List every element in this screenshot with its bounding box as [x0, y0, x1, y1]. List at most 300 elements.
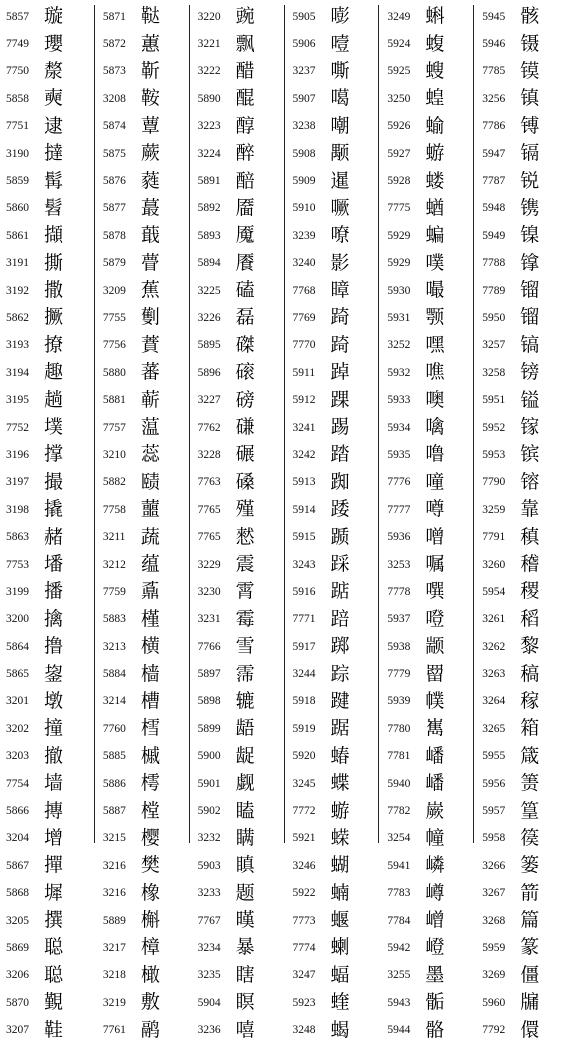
entry-character: 蕴 [140, 553, 160, 575]
entry-code: 3191 [6, 257, 29, 270]
entry-code: 3212 [102, 558, 126, 571]
index-entry [293, 30, 379, 57]
entry-character: 嶡 [425, 799, 445, 822]
entry-character: 暹 [330, 169, 350, 192]
entry-character: 嘶 [330, 59, 350, 82]
entry-code: 3203 [6, 750, 29, 763]
entry-character: 瞒 [235, 826, 255, 849]
index-column [285, 3, 379, 1044]
entry-code: 3250 [387, 92, 411, 105]
index-entry [198, 3, 284, 30]
entry-character: 磊 [235, 306, 255, 329]
index-entry [293, 359, 379, 386]
entry-character: 撕 [44, 251, 64, 274]
entry-code: 3222 [197, 65, 221, 78]
entry-code: 3244 [292, 668, 316, 681]
entry-character: 镏 [520, 306, 540, 329]
index-entry [387, 962, 473, 989]
entry-code: 3192 [6, 284, 29, 297]
index-entry [293, 551, 379, 578]
entry-character: 擷 [44, 224, 64, 247]
index-entry [387, 880, 473, 907]
entry-code: 5945 [482, 10, 506, 23]
entry-code: 5865 [6, 668, 29, 681]
entry-code: 3234 [197, 941, 221, 954]
index-entry [293, 140, 379, 167]
entry-character: 墣 [44, 416, 64, 439]
entry-character: 赜 [140, 470, 160, 493]
entry-code: 5951 [482, 394, 506, 407]
index-entry [6, 852, 94, 879]
entry-character: 蕺 [140, 224, 160, 247]
entry-character: 黎 [520, 635, 540, 658]
index-entry [482, 989, 568, 1016]
entry-code: 5944 [387, 1024, 411, 1037]
entry-code: 5893 [197, 229, 221, 242]
entry-code: 3257 [482, 339, 506, 352]
entry-code: 7779 [387, 668, 411, 681]
entry-character: 餍 [235, 251, 255, 274]
entry-character: 逮 [44, 114, 64, 137]
entry-character: 樟 [140, 936, 160, 959]
entry-character: 撤 [44, 744, 64, 767]
index-entry [293, 85, 379, 112]
entry-character: 螋 [425, 59, 445, 82]
entry-code: 5862 [6, 311, 29, 324]
index-entry [6, 825, 94, 852]
index-entry [293, 113, 379, 140]
entry-character: 蝾 [330, 826, 350, 849]
entry-code: 3229 [197, 558, 221, 571]
index-entry [293, 469, 379, 496]
entry-code: 3213 [102, 640, 126, 653]
entry-character: 墩 [44, 689, 64, 712]
index-entry [387, 58, 473, 85]
entry-code: 5900 [197, 750, 221, 763]
entry-code: 3264 [482, 695, 506, 708]
entry-code: 5907 [292, 92, 316, 105]
index-entry [293, 250, 379, 277]
index-entry [6, 715, 94, 742]
entry-code: 5909 [292, 175, 316, 188]
entry-character: 镕 [520, 470, 540, 493]
entry-code: 5953 [482, 448, 506, 461]
index-entry [482, 880, 568, 907]
entry-character: 踯 [330, 635, 350, 658]
index-entry [387, 934, 473, 961]
entry-code: 7774 [292, 941, 316, 954]
entry-character: 踺 [330, 689, 350, 712]
entry-character: 镆 [520, 59, 540, 82]
entry-character: 噜 [425, 443, 445, 466]
entry-code: 7785 [482, 65, 506, 78]
entry-character: 镇 [520, 87, 540, 110]
entry-code: 7749 [6, 38, 29, 51]
entry-character: 撬 [44, 498, 64, 521]
entry-code: 7780 [387, 722, 411, 735]
entry-code: 5886 [102, 777, 126, 790]
entry-code: 3249 [387, 10, 411, 23]
index-entry [387, 660, 473, 687]
entry-code: 3268 [482, 914, 506, 927]
entry-character: 噌 [425, 525, 445, 548]
entry-code: 5922 [292, 887, 316, 900]
entry-code: 5905 [292, 10, 316, 23]
entry-code: 5916 [292, 585, 316, 598]
entry-character: 蝎 [330, 1018, 350, 1041]
entry-code: 7772 [292, 805, 316, 818]
entry-code: 5877 [102, 202, 126, 215]
entry-character: 蝽 [330, 744, 350, 767]
entry-code: 3269 [482, 969, 506, 982]
index-entry [6, 386, 94, 413]
index-entry [482, 1016, 568, 1043]
entry-character: 镏 [520, 279, 540, 302]
entry-character: 踟 [330, 470, 350, 493]
entry-code: 5915 [292, 531, 316, 544]
index-entry [387, 250, 473, 277]
entry-character: 镌 [520, 196, 540, 219]
index-entry [482, 30, 568, 57]
index-entry [103, 277, 189, 304]
entry-code: 5908 [292, 147, 316, 160]
entry-code: 5957 [482, 805, 506, 818]
entry-character: 噇 [425, 470, 445, 493]
entry-code: 3267 [482, 887, 506, 900]
index-entry [6, 606, 94, 633]
entry-character: 嶲 [425, 717, 445, 740]
entry-code: 3220 [197, 10, 221, 23]
entry-character: 蝠 [330, 963, 350, 986]
entry-code: 7761 [102, 1024, 126, 1037]
entry-code: 5952 [482, 421, 506, 434]
entry-character: 樊 [140, 854, 160, 877]
index-entry [482, 222, 568, 249]
entry-character: 蝣 [425, 142, 445, 165]
index-entry [482, 359, 568, 386]
entry-character: 蝓 [425, 114, 445, 137]
index-entry [482, 195, 568, 222]
entry-character: 樰 [140, 717, 160, 740]
entry-code: 5901 [197, 777, 221, 790]
entry-character: 噗 [425, 251, 445, 274]
entry-character: 靥 [235, 196, 255, 219]
entry-character: 橡 [140, 881, 160, 904]
entry-code: 5924 [387, 38, 411, 51]
entry-code: 7781 [387, 750, 411, 763]
index-entry [198, 332, 284, 359]
entry-character: 镑 [520, 361, 540, 384]
entry-character: 僵 [520, 963, 540, 986]
index-entry [293, 3, 379, 30]
entry-character: 篁 [520, 799, 540, 822]
entry-code: 3238 [292, 120, 316, 133]
index-entry [198, 359, 284, 386]
entry-code: 7751 [6, 120, 29, 133]
entry-code: 5917 [292, 640, 316, 653]
entry-character: 霄 [235, 580, 255, 603]
index-entry [198, 578, 284, 605]
entry-code: 5918 [292, 695, 316, 708]
entry-code: 7759 [102, 585, 126, 598]
entry-character: 嘹 [330, 224, 350, 247]
entry-character: 觑 [235, 772, 255, 795]
index-entry [198, 989, 284, 1016]
index-entry [6, 3, 94, 30]
entry-character: 颛 [425, 635, 445, 658]
entry-code: 3232 [197, 832, 221, 845]
entry-code: 3219 [102, 996, 126, 1009]
index-entry [482, 523, 568, 550]
entry-code: 7776 [387, 476, 411, 489]
index-entry [387, 332, 473, 359]
entry-code: 7775 [387, 202, 411, 215]
entry-code: 5860 [6, 202, 29, 215]
entry-character: 樱 [140, 826, 160, 849]
entry-code: 5946 [482, 38, 506, 51]
entry-character: 髯 [44, 169, 64, 192]
entry-character: 靳 [140, 59, 160, 82]
index-entry [6, 222, 94, 249]
entry-code: 3207 [6, 1024, 29, 1037]
entry-code: 3201 [6, 695, 29, 708]
entry-character: 槭 [140, 744, 160, 767]
index-entry [6, 58, 94, 85]
entry-character: 踩 [330, 553, 350, 575]
index-entry [198, 934, 284, 961]
index-entry [293, 523, 379, 550]
index-entry [293, 688, 379, 715]
entry-character: 魇 [235, 224, 255, 247]
entry-code: 5881 [102, 394, 126, 407]
index-entry [198, 304, 284, 331]
index-entry [387, 825, 473, 852]
entry-character: 鞍 [140, 87, 160, 110]
index-entry [387, 469, 473, 496]
index-entry [293, 962, 379, 989]
entry-code: 3265 [482, 722, 506, 735]
entry-character: 蝼 [425, 169, 445, 192]
index-entry [387, 304, 473, 331]
entry-code: 5910 [292, 202, 316, 215]
entry-code: 7769 [292, 311, 316, 324]
entry-character: 醌 [235, 87, 255, 110]
entry-code: 3225 [197, 284, 221, 297]
entry-code: 5949 [482, 229, 506, 242]
index-entry [293, 441, 379, 468]
entry-character: 噶 [330, 87, 350, 110]
index-entry [6, 880, 94, 907]
entry-character: 箴 [520, 744, 540, 767]
entry-character: 嶓 [425, 744, 445, 767]
entry-code: 5919 [292, 722, 316, 735]
entry-code: 5911 [292, 366, 316, 379]
entry-character: 幞 [425, 689, 445, 712]
entry-code: 5882 [102, 476, 126, 489]
index-entry [482, 441, 568, 468]
entry-character: 增 [44, 826, 64, 849]
entry-character: 墦 [44, 553, 64, 575]
entry-code: 5929 [387, 257, 411, 270]
index-entry [198, 551, 284, 578]
entry-character: 龉 [235, 717, 255, 740]
entry-character: 樘 [140, 799, 160, 822]
entry-code: 3259 [482, 503, 506, 516]
entry-code: 5884 [102, 668, 126, 681]
entry-character: 嘭 [330, 5, 350, 28]
index-entry [198, 414, 284, 441]
entry-code: 3202 [6, 722, 29, 735]
index-entry [293, 58, 379, 85]
index-entry [6, 30, 94, 57]
index-entry [482, 578, 568, 605]
index-entry [6, 1016, 94, 1043]
index-entry [482, 852, 568, 879]
entry-character: 踞 [330, 717, 350, 740]
entry-character: 磏 [235, 416, 255, 439]
entry-character: 撒 [44, 279, 64, 302]
entry-character: 嶟 [425, 881, 445, 904]
entry-code: 7771 [292, 613, 316, 626]
entry-character: 璇 [44, 5, 64, 28]
entry-character: 聪 [44, 963, 64, 986]
entry-code: 7768 [292, 284, 316, 297]
entry-code: 5938 [387, 640, 411, 653]
index-entry [482, 113, 568, 140]
entry-code: 3266 [482, 859, 506, 872]
entry-code: 5885 [102, 750, 126, 763]
index-entry [198, 496, 284, 523]
entry-code: 3218 [102, 969, 126, 982]
index-entry [293, 907, 379, 934]
entry-code: 5897 [197, 668, 221, 681]
entry-code: 5867 [6, 859, 29, 872]
index-entry [103, 633, 189, 660]
entry-character: 颙 [330, 142, 350, 165]
entry-code: 3235 [197, 969, 221, 982]
entry-code: 7789 [482, 284, 506, 297]
entry-character: 槽 [140, 689, 160, 712]
entry-character: 鋆 [44, 662, 64, 685]
index-entry [198, 85, 284, 112]
entry-character: 蝣 [330, 799, 350, 822]
entry-character: 骼 [425, 1018, 445, 1041]
entry-code: 3221 [197, 38, 221, 51]
entry-code: 3248 [292, 1024, 316, 1037]
entry-character: 嘻 [235, 1018, 255, 1041]
entry-character: 蕡 [140, 333, 160, 356]
entry-code: 7773 [292, 914, 316, 927]
entry-character: 擒 [44, 607, 64, 630]
entry-character: 撩 [44, 333, 64, 356]
entry-character: 瞑 [235, 991, 255, 1014]
index-entry [293, 1016, 379, 1043]
entry-character: 嘿 [425, 333, 445, 356]
index-entry [198, 880, 284, 907]
entry-code: 5870 [6, 996, 29, 1009]
index-entry [482, 825, 568, 852]
index-entry [387, 578, 473, 605]
index-entry [103, 85, 189, 112]
index-entry [6, 113, 94, 140]
index-entry [6, 660, 94, 687]
entry-code: 5864 [6, 640, 29, 653]
entry-character: 蕨 [140, 142, 160, 165]
entry-character: 蝮 [425, 32, 445, 55]
index-entry [293, 195, 379, 222]
entry-character: 醇 [235, 114, 255, 137]
entry-code: 5863 [6, 531, 29, 544]
index-entry [103, 58, 189, 85]
entry-character: 髫 [44, 196, 64, 219]
entry-code: 5887 [102, 805, 126, 818]
index-entry [387, 633, 473, 660]
entry-code: 7786 [482, 120, 506, 133]
entry-code: 3252 [387, 339, 411, 352]
index-entry [482, 660, 568, 687]
entry-character: 漦 [44, 59, 64, 82]
entry-code: 5894 [197, 257, 221, 270]
entry-character: 橄 [140, 963, 160, 986]
index-entry [103, 113, 189, 140]
entry-character: 蘁 [140, 498, 160, 521]
entry-code: 5912 [292, 394, 316, 407]
entry-code: 7755 [102, 311, 126, 324]
entry-character: 镎 [520, 251, 540, 274]
entry-code: 3228 [197, 448, 221, 461]
entry-character: 踒 [330, 498, 350, 521]
entry-code: 3255 [387, 969, 411, 982]
entry-character: 篇 [520, 909, 540, 932]
entry-code: 5903 [197, 859, 221, 872]
index-entry [103, 3, 189, 30]
entry-character: 雪 [235, 635, 255, 658]
entry-code: 3256 [482, 92, 506, 105]
entry-code: 5873 [102, 65, 126, 78]
entry-code: 7778 [387, 585, 411, 598]
index-entry [103, 496, 189, 523]
entry-code: 5930 [387, 284, 411, 297]
index-entry [103, 523, 189, 550]
entry-character: 蝗 [425, 87, 445, 110]
entry-character: 撅 [44, 306, 64, 329]
index-entry [103, 743, 189, 770]
index-column [95, 3, 189, 1044]
index-entry [103, 715, 189, 742]
entry-code: 5879 [102, 257, 126, 270]
index-entry [482, 633, 568, 660]
index-entry [482, 58, 568, 85]
entry-character: 蕙 [140, 32, 160, 55]
entry-code: 7753 [6, 558, 29, 571]
entry-code: 5904 [197, 996, 221, 1009]
entry-character: 题 [235, 881, 255, 904]
entry-character: 骺 [425, 991, 445, 1014]
index-entry [387, 907, 473, 934]
index-entry [6, 332, 94, 359]
entry-code: 5931 [387, 311, 411, 324]
entry-character: 樯 [140, 662, 160, 685]
entry-code: 5883 [102, 613, 126, 626]
index-entry [482, 797, 568, 824]
index-entry [6, 250, 94, 277]
entry-character: 锐 [520, 169, 540, 192]
index-entry [6, 140, 94, 167]
index-entry [198, 167, 284, 194]
entry-code: 5861 [6, 229, 29, 242]
entry-character: 箱 [520, 717, 540, 740]
index-entry [103, 907, 189, 934]
